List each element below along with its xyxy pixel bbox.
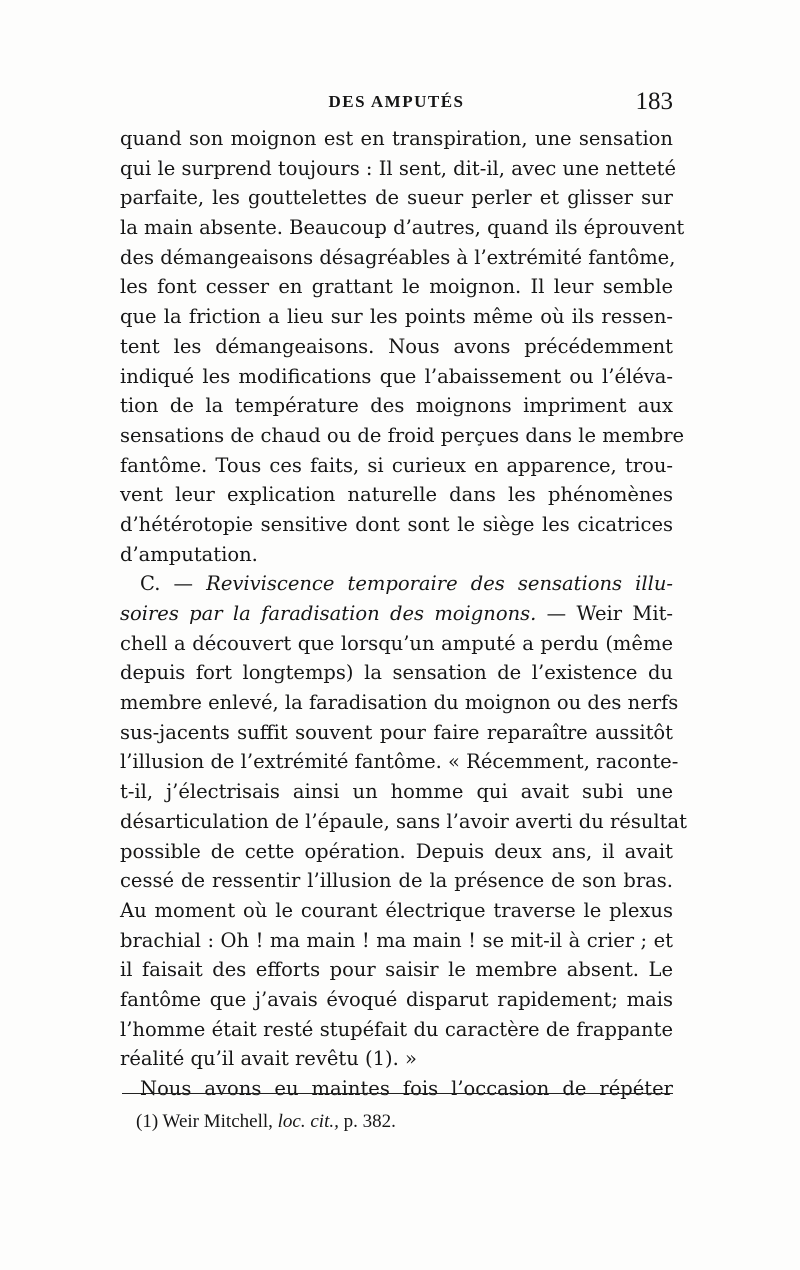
text-line: qui le surprend toujours : Il sent, dit-il, avec une netteté	[120, 156, 677, 180]
text-line: tent les démangeaisons. Nous avons précédemment	[120, 334, 673, 358]
text-line: que la friction a lieu sur les points même où ils ressen-	[120, 305, 673, 329]
text-line: il faisait des efforts pour saisir le membre absent. Le	[120, 958, 673, 982]
running-title: DES AMPUTÉS	[328, 92, 465, 111]
text-line: d’hétérotopie sensitive dont sont le siège les cicatrices	[120, 512, 673, 536]
footnote-prefix: (1) Weir Mitchell,	[136, 1111, 273, 1132]
section-c-label: C. —	[140, 572, 194, 596]
text-line: l’illusion de l’extrémité fantôme. « Récemment, raconte-	[120, 750, 679, 774]
text-line: les font cesser en grattant le moignon. Il leur semble	[120, 275, 673, 299]
footnote-italic: loc. cit.,	[277, 1111, 339, 1132]
text-line: des démangeaisons désagréables à l’extrémité fantôme,	[120, 245, 676, 269]
text-line: fantôme que j’avais évoqué disparut rapidement; mais	[120, 987, 673, 1011]
text-line: fantôme. Tous ces faits, si curieux en apparence, trou-	[120, 453, 673, 477]
text-line: possible de cette opération. Depuis deux ans, il avait	[120, 839, 673, 863]
text-line: la main absente. Beaucoup d’autres, quand ils éprouvent	[120, 216, 685, 240]
text-line-final: Nous avons eu maintes fois l’occasion de répéter	[140, 1077, 673, 1100]
text-line: chell a découvert que lorsqu’un amputé a perdu (même	[120, 631, 673, 655]
text-line: indiqué les modifications que l’abaissement ou l’éléva-	[120, 364, 673, 388]
text-line: sensations de chaud ou de froid perçues dans le membre	[120, 423, 685, 447]
text-line: Au moment où le courant électrique traverse le plexus	[120, 898, 673, 922]
footnote-rule	[122, 1093, 673, 1094]
text-line: l’homme était resté stupéfait du caractère de frappante	[120, 1017, 673, 1041]
section-c-title-part1: Reviviscence temporaire des sensations illu-	[206, 572, 673, 596]
text-line: t-il, j’électrisais ainsi un homme qui avait subi une	[120, 780, 673, 804]
text-line: sus-jacents suffit souvent pour faire reparaître aussitôt	[120, 720, 673, 744]
text-line: d’amputation.	[120, 542, 258, 566]
page-number: 183	[635, 88, 673, 115]
section-c-title-part2: soires par la faradisation des moignons.	[120, 602, 537, 625]
footnote	[136, 1111, 396, 1133]
text-line: désarticulation de l’épaule, sans l’avoir averti du résultat	[120, 809, 687, 833]
section-c-heading-line	[120, 569, 673, 599]
section-c-after-title: — Weir Mit-	[546, 602, 674, 625]
body-text	[120, 124, 687, 1104]
text-line: membre enlevé, la faradisation du moignon ou des nerfs	[120, 691, 679, 715]
text-line: depuis fort longtemps) la sensation de l’existence du	[120, 661, 673, 685]
footnote-suffix: p. 382.	[343, 1111, 396, 1132]
text-line: parfaite, les gouttelettes de sueur perler et glisser sur	[120, 186, 673, 210]
text-line: brachial : Oh ! ma main ! ma main ! se mit-il à crier ; et	[120, 928, 673, 952]
text-line: quand son moignon est en transpiration, une sensation	[120, 127, 673, 150]
running-head	[120, 88, 673, 122]
text-line: cessé de ressentir l’illusion de la présence de son bras.	[120, 869, 673, 893]
text-line: réalité qu’il avait revêtu (1). »	[120, 1047, 417, 1071]
section-c-heading-line2	[120, 599, 673, 629]
text-line: vent leur explication naturelle dans les phénomènes	[120, 483, 673, 507]
text-line: tion de la température des moignons impriment aux	[120, 394, 673, 418]
